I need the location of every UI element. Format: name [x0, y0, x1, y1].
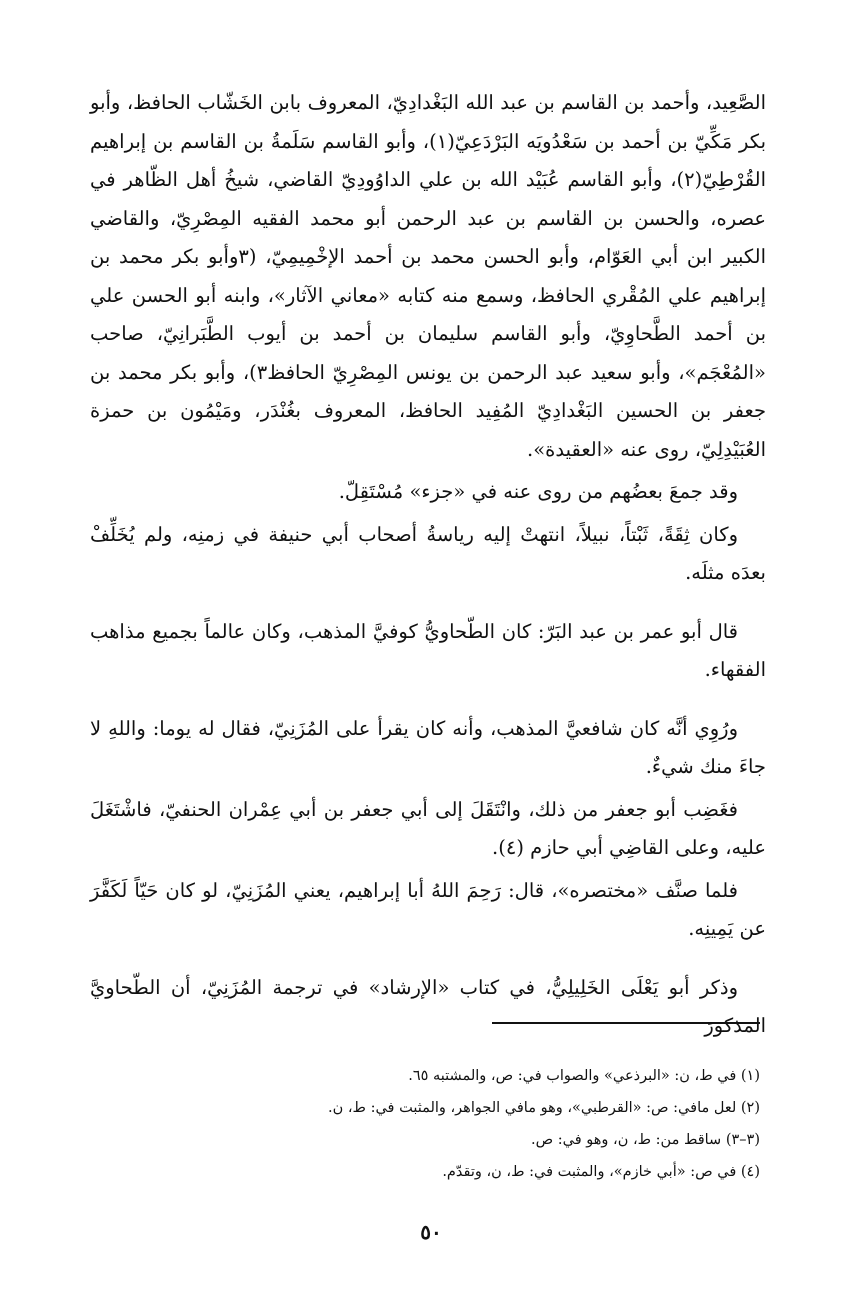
paragraph-al-irshad: وذكر أبو يَعْلَى الخَلِيلِيُّ، في كتاب «الإرشاد» في ترجمة المُزَنِيّ، أن الطّحاويَّ المذكورَ: [90, 975, 766, 1037]
paragraph-shafii: ورُوِي أنَّه كان شافعيَّ المذهب، وأنه كان يقرأ على المُزَنِيّ، فقال له يوما: واللهِ لا جاءَ منك شيءٌ.: [90, 716, 766, 778]
page-number: ٥٠: [420, 1220, 442, 1244]
paragraph-angered: فغَضِب أبو جعفر من ذلك، وانْتَقَلَ إلى أبي جعفر بن أبي عِمْران الحنفيّ، فاشْتَغَلَ عليه، وعلى القاضِي أبي حازم (٤).: [90, 797, 766, 859]
main-text: [90, 84, 766, 1046]
footnote-4: (٤) في ص: «أبي خازم»، والمثبت في: ط، ن، وتقدّم.: [442, 1164, 760, 1180]
paragraph-narrators: الصَّعِيد، وأحمد بن القاسم بن عبد الله البَغْدادِيّ، المعروف بابن الخَشّاب الحافظ، وأبو بكر مَكِّيّ بن أحمد بن سَعْدُويَه البَرْدَعِيّ(١)، وأبو القاسم سَلَمةُ بن القاسم بن إبراهيم القُرْطِيّ(٢)، وأبو القاسم عُبَيْد الله بن علي الداوُودِيّ القاضي، شيخُ أهل الظّاهر في عصره، والحسن بن القاسم بن عبد الرحمن أبو محمد الفقيه المِصْرِيّ، والقاضي الكبير ابن أبي العَوّام، وأبو الحسن محمد بن أحمد الإخْمِيمِيّ، (٣وأبو بكر محمد بن إبراهيم علي المُقْري الحافظ، وسمع منه كتابه «معاني الآثار»، وابنه أبو الحسن علي بن أحمد الطَّحاوِيّ، وأبو القاسم سليمان بن أحمد بن أيوب الطَّبَرانِيّ، صاحب «المُعْجَم»، وأبو سعيد عبد الرحمن بن يونس المِصْرِيّ الحافظ٣)، وأبو بكر محمد بن جعفر بن الحسين البَغْدادِيّ المُفِيد الحافظ، المعروف بغُنْدَر، ومَيْمُون بن حمزة العُبَيْدِلِيّ، روى عنه «العقيدة».: [90, 91, 767, 461]
paragraph-ibn-abd-al-barr: قال أبو عمر بن عبد البَرّ: كان الطّحاويُّ كوفيَّ المذهب، وكان عالماً بجميع مذاهب الفقهاء.: [90, 619, 766, 681]
paragraph-trustworthy: وكان ثِقَةً، ثَبْتاً، نبيلاً، انتهتْ إليه رياسةُ أصحاب أبي حنيفة في زمنِه، ولم يُخَلِّفْ بعدَه مثلَه.: [90, 522, 766, 584]
footnotes: [300, 1060, 760, 1188]
paragraph-collected: وقد جمعَ بعضُهم من روى عنه في «جزء» مُسْتَقِلّ.: [338, 480, 738, 503]
footnote-2: (٢) لعل مافي: ص: «القرطبي»، وهو مافي الجواهر، والمثبت في: ط، ن.: [328, 1100, 760, 1116]
paragraph-mukhtasar: فلما صنَّف «مختصره»، قال: رَحِمَ اللهُ أبا إبراهيم، يعني المُزَنِيّ، لو كان حَيّاً لَكَفَّرَ عن يَمِينِه.: [90, 878, 766, 940]
footnote-3: (٣–٣) ساقط من: ط، ن، وهو في: ص.: [531, 1132, 760, 1148]
footnote-divider: [492, 1022, 760, 1024]
footnote-1: (١) في ط، ن: «البرذعي» والصواب في: ص، والمشتبه ٦٥.: [408, 1068, 760, 1084]
